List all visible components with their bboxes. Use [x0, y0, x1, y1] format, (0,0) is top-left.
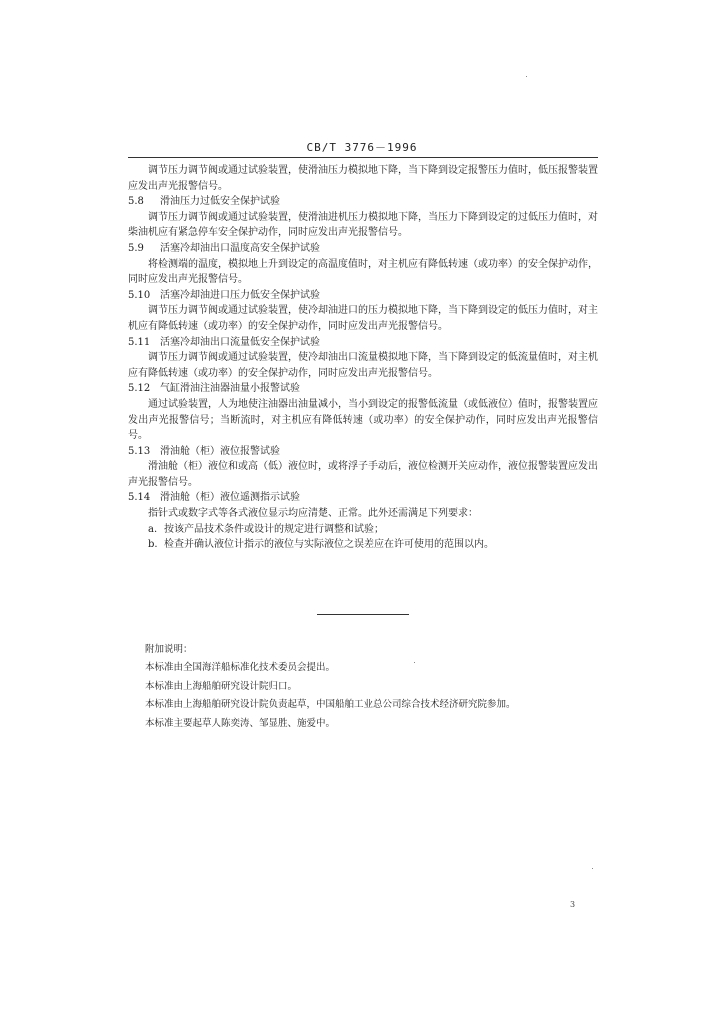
section-heading-5-12	[128, 381, 598, 397]
section-number: 5.11	[128, 336, 151, 348]
section-number: 5.12	[128, 383, 151, 395]
appendix-notes	[145, 641, 585, 733]
section-heading-5-10	[128, 288, 598, 304]
scan-speck	[526, 76, 527, 77]
appendix-line: 本标准主要起草人陈奕涛、邹显胜、施爱中。	[145, 717, 336, 729]
list-item-text: 检查并确认液位计指示的液位与实际液位之误差应在许可使用的范围以内。	[164, 539, 494, 551]
list-item	[128, 537, 598, 553]
section-number: 5.14	[128, 492, 151, 504]
list-marker: b.	[148, 539, 158, 551]
section-heading-5-11	[128, 335, 598, 351]
paragraph: 调节压力调节阀或通过试验装置，使滑油进机压力模拟地下降，当压力下降到设定的过低压力值时，对柴油机应有紧急停车安全保护动作，同时应发出声光报警信号。	[128, 211, 598, 239]
list-item-text: 按该产品技术条件或设计的规定进行调整和试验；	[164, 523, 384, 535]
standard-code-header: CB/T 3776－1996	[306, 141, 418, 154]
appendix-title: 附加说明：	[145, 644, 193, 655]
header-divider	[128, 157, 598, 158]
scan-speck	[592, 868, 593, 869]
section-title: 活塞冷却油出口温度高安全保护试验	[160, 242, 320, 254]
paragraph: 指针式或数字式等各式液位显示均应清楚、正常。此外还需满足下列要求：	[148, 508, 478, 520]
paragraph: 将检测端的温度，模拟地上升到设定的高温度值时，对主机应有降低转速（或功率）的安全保护动作，同时应发出声光报警信号。	[128, 258, 598, 286]
section-title: 气缸滑油注油器油量小报警试验	[160, 383, 300, 395]
end-of-text-divider	[317, 614, 409, 615]
paragraph: 调节压力调节阀或通过试验装置，使冷却油进口的压力模拟地下降，当下降到设定的低压力值时，对主机应有降低转速（或功率）的安全保护动作，同时应发出声光报警信号。	[128, 305, 598, 332]
section-title: 滑油舱（柜）液位遥测指示试验	[160, 492, 300, 504]
section-title: 活塞冷却油进口压力低安全保护试验	[160, 289, 320, 301]
section-title: 滑油舱（柜）液位报警试验	[160, 445, 280, 457]
appendix-line: 本标准由全国海洋船标准化技术委员会提出。	[145, 662, 336, 674]
section-heading-5-9	[128, 241, 598, 257]
body-text	[128, 163, 598, 553]
section-number: 5.8	[128, 196, 144, 208]
section-number: 5.10	[128, 289, 151, 301]
section-number: 5.9	[128, 242, 144, 254]
paragraph: 滑油舱（柜）液位和或高（低）液位时，或将浮子手动后，液位检测开关应动作，液位报警装置应发出声光报警信号。	[128, 461, 598, 488]
section-title: 活塞冷却油出口流量低安全保护试验	[160, 336, 320, 348]
paragraph: 调节压力调节阀或通过试验装置，使滑油压力模拟地下降，当下降到设定报警压力值时，低压报警装置应发出声光报警信号。	[128, 165, 598, 192]
section-heading-5-8	[128, 194, 598, 210]
section-number: 5.13	[128, 445, 151, 457]
section-heading-5-14	[128, 490, 598, 506]
paragraph: 通过试验装置，人为地使注油器出油量减小，当小到设定的报警低流量（或低液位）值时，报警装置应发出声光报警信号；当断流时，对主机应有降低转速（或功率）的安全保护动作，同时应发出声光报警信号。	[128, 398, 598, 442]
page-number: 3	[570, 900, 576, 909]
section-heading-5-13	[128, 444, 598, 460]
scan-speck	[414, 662, 415, 663]
list-item	[128, 522, 598, 538]
section-title: 滑油压力过低安全保护试验	[160, 196, 280, 208]
appendix-line: 本标准由上海船舶研究设计院负责起草，中国船舶工业总公司综合技术经济研究院参加。	[145, 699, 516, 711]
paragraph: 调节压力调节阀或通过试验装置，使冷却油出口流量模拟地下降，当下降到设定的低流量值时，对主机应有降低转速（或功率）的安全保护动作，同时应发出声光报警信号。	[128, 352, 598, 379]
list-marker: a.	[148, 523, 158, 535]
appendix-line: 本标准由上海船舶研究设计院归口。	[145, 680, 298, 692]
